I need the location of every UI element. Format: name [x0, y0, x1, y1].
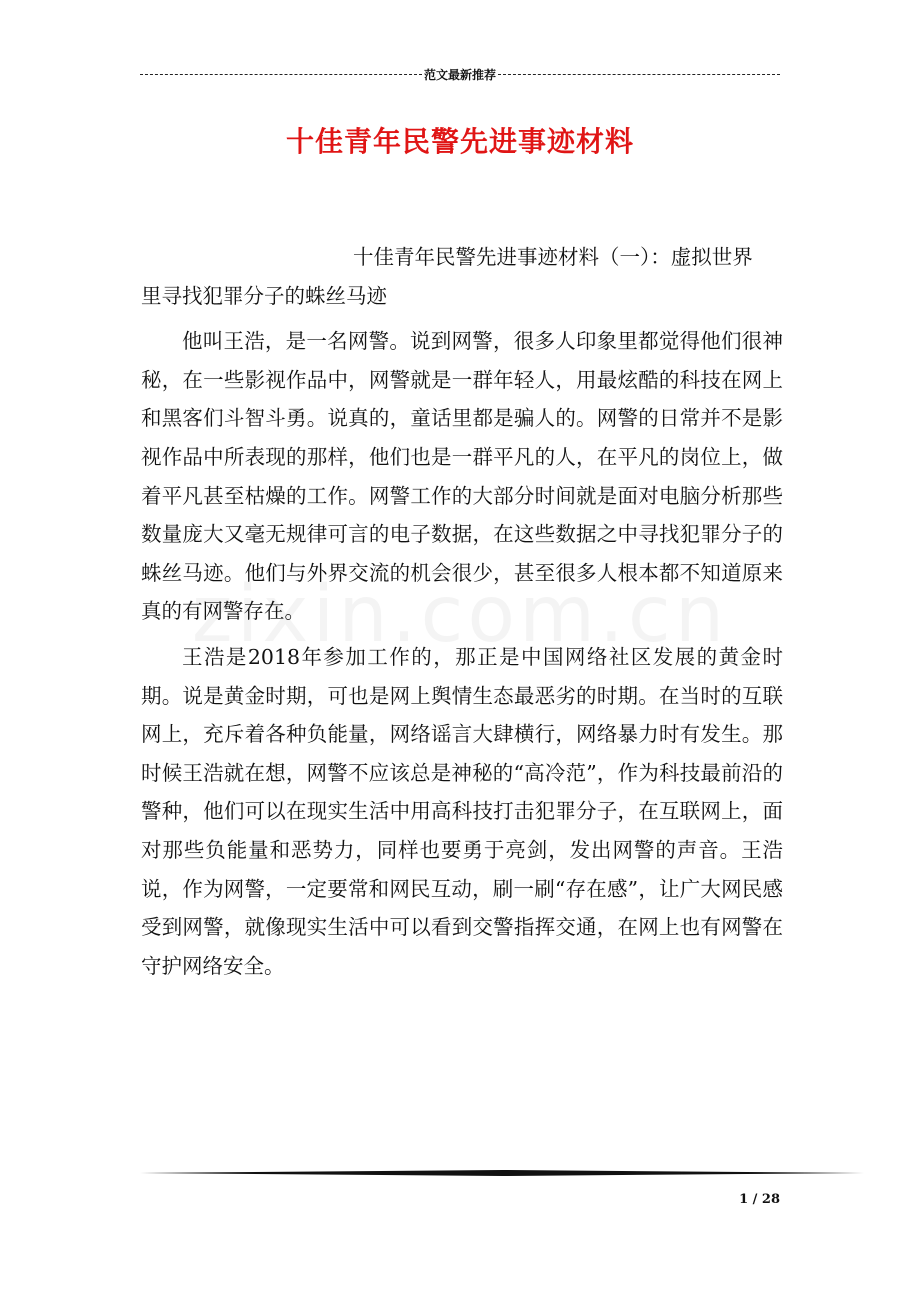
- header-dash-right: [498, 74, 780, 75]
- paragraph-1: 他叫王浩，是一名网警。说到网警，很多人印象里都觉得他们很神秘，在一些影视作品中，网警就是一群年轻人，用最炫酷的科技在网上和黑客们斗智斗勇。说真的，童话里都是骗人的。网警的日常并不是影视作品中所表现的那样，他们也是一群平凡的人，在平凡的岗位上，做着平凡甚至枯燥的工作。网警工作的大部分时间就是面对电脑分析那些数量庞大又毫无规律可言的电子数据，在这些数据之中寻找犯罪分子的蛛丝马迹。他们与外界交流的机会很少，甚至很多人根本都不知道原来真的有网警存在。: [141, 329, 783, 624]
- section-subtitle: [141, 238, 783, 277]
- document-body: [141, 238, 783, 985]
- header-label: 范文最新推荐: [424, 68, 497, 82]
- footer-rule: [140, 1170, 864, 1176]
- subtitle-line-1: 十佳青年民警先进事迹材料（一）：虚拟世界: [353, 245, 753, 269]
- section-subtitle-continued: [141, 277, 783, 316]
- page-header: [140, 66, 780, 83]
- subtitle-line-2: 里寻找犯罪分子的蛛丝马迹: [141, 283, 387, 308]
- document-title: 十佳青年民警先进事迹材料: [285, 125, 634, 158]
- header-dash-left: [140, 74, 422, 75]
- page-number: 1 / 28: [739, 1192, 780, 1207]
- paragraph-2: 王浩是2018年参加工作的，那正是中国网络社区发展的黄金时期。说是黄金时期，可也是网上舆情生态最恶劣的时期。在当时的互联网上，充斥着各种负能量，网络谣言大肆横行，网络暴力时有发生。那时候王浩就在想，网警不应该总是神秘的“高冷范”，作为科技最前沿的警种，他们可以在现实生活中用高科技打击犯罪分子，在互联网上，面对那些负能量和恶势力，同样也要勇于亮剑，发出网警的声音。王浩说，作为网警，一定要常和网民互动，刷一刷“存在感”，让广大网民感受到网警，就像现实生活中可以看到交警指挥交通，在网上也有网警在守护网络安全。: [141, 644, 783, 978]
